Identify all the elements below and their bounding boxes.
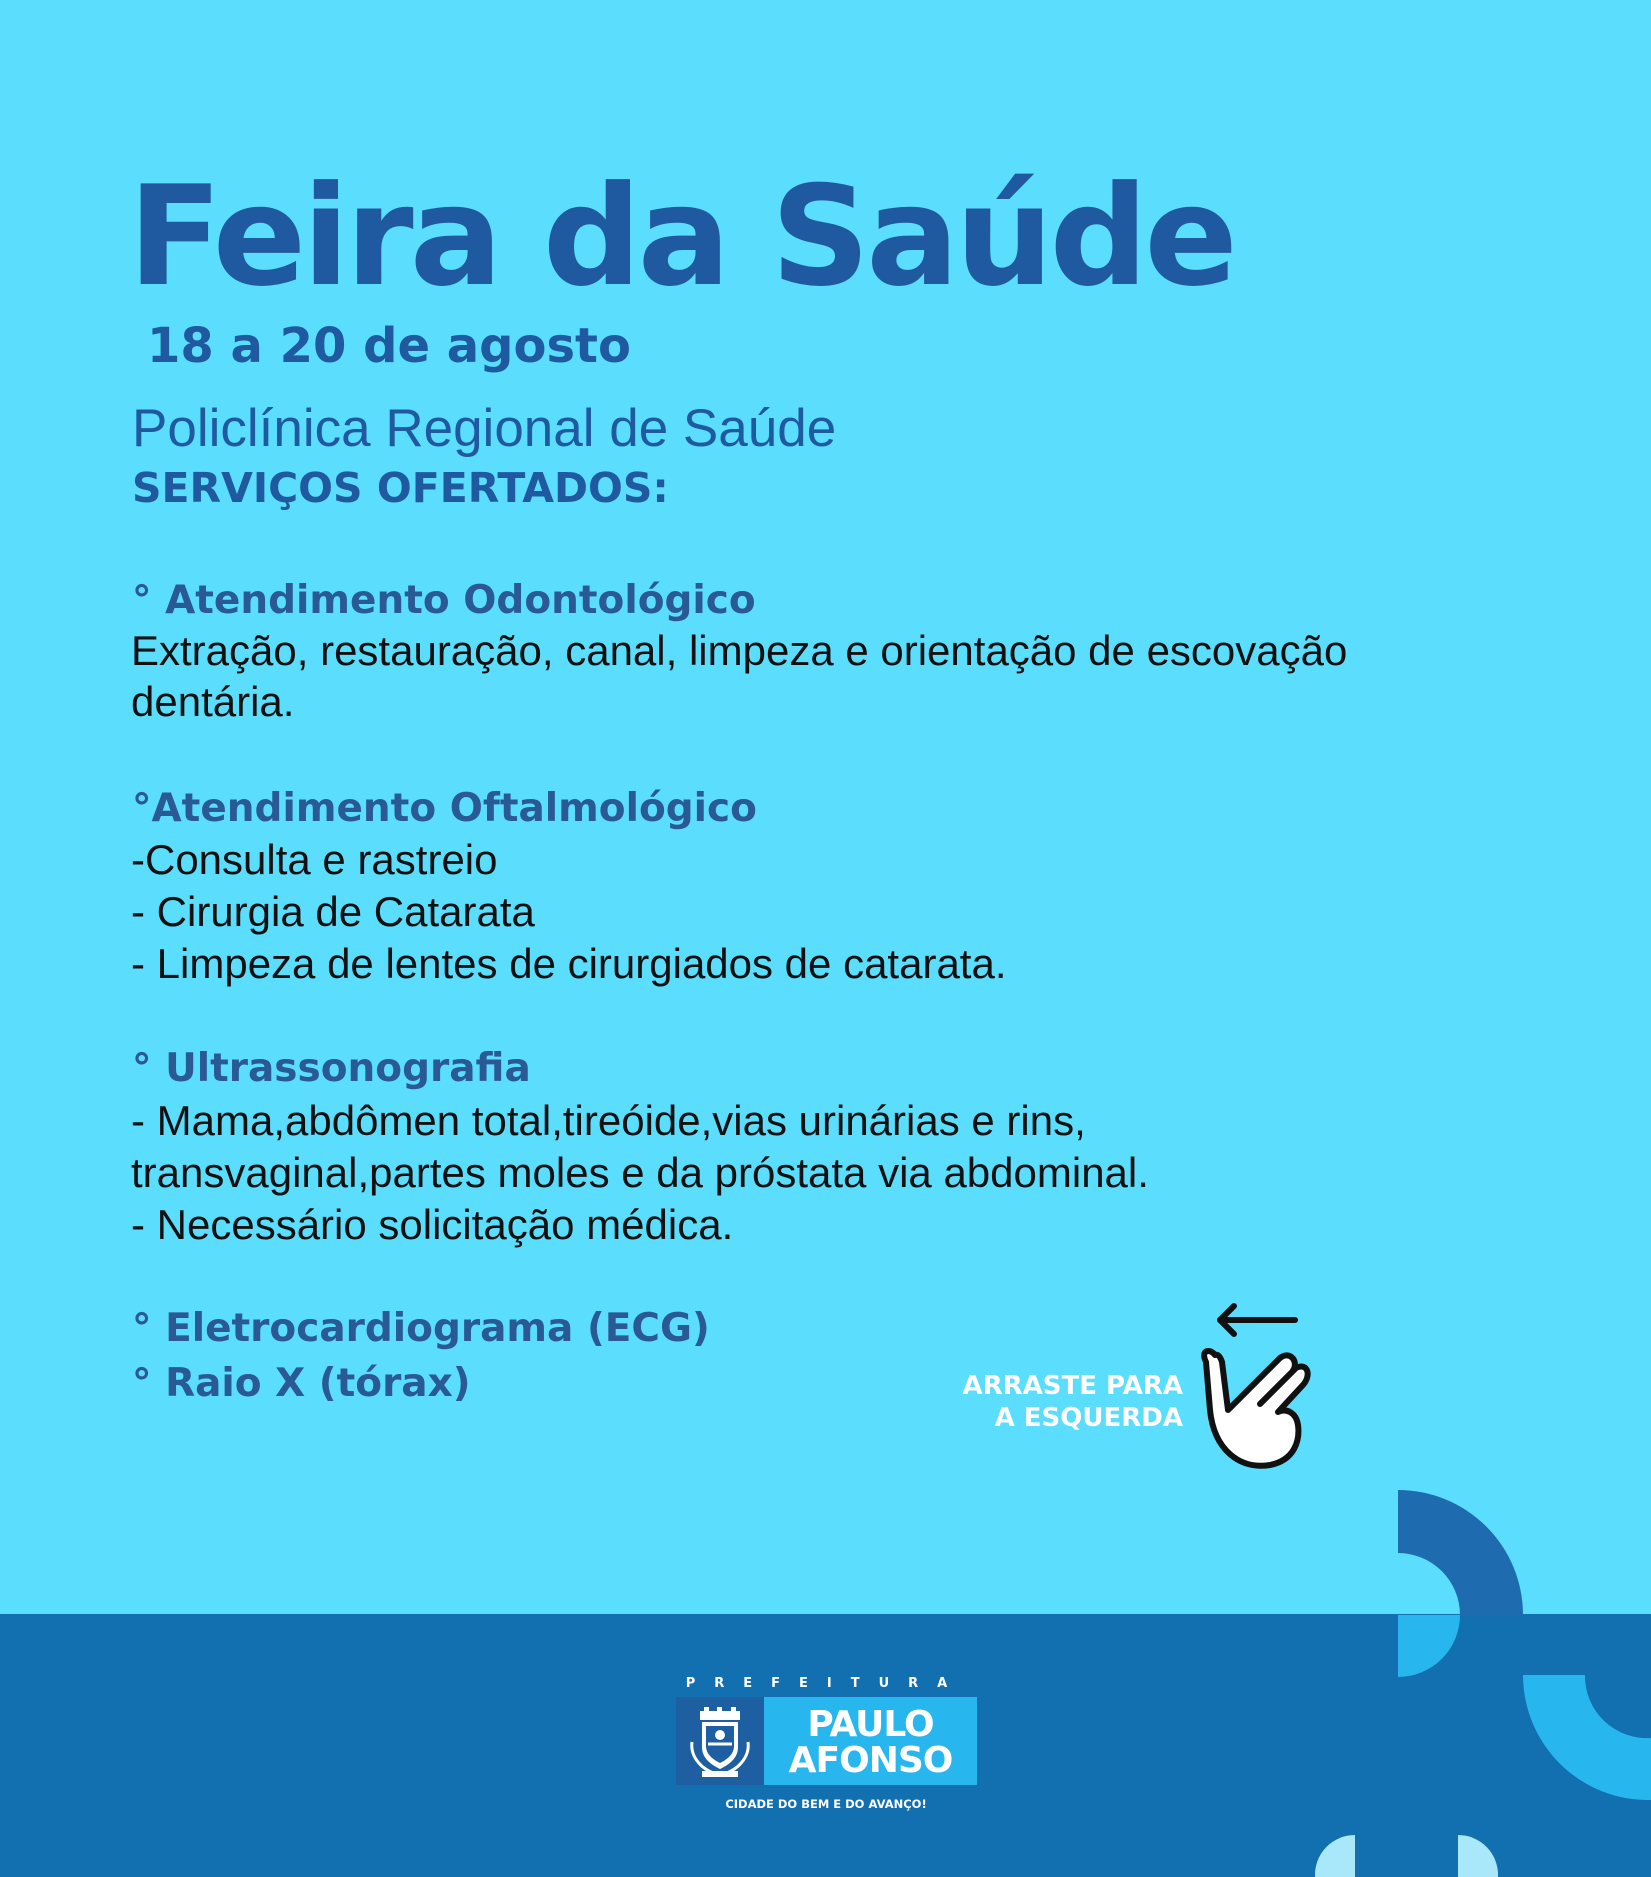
section-line: Extração, restauração, canal, limpeza e orientação de escovação — [131, 627, 1348, 674]
crest-box — [676, 1697, 764, 1785]
event-venue: Policlínica Regional de Saúde — [132, 399, 837, 458]
prefeitura-label: PREFEITURA — [685, 1676, 967, 1691]
city-name-line: PAULO — [807, 1704, 934, 1745]
section-title-ecg: ° Eletrocardiograma (ECG) — [132, 1306, 710, 1351]
section-line: -Consulta e rastreio — [131, 836, 498, 883]
city-name-line: AFONSO — [788, 1740, 953, 1781]
section-title-ultrasound: ° Ultrassonografia — [132, 1046, 531, 1091]
section-line: transvaginal,partes moles e da próstata via abdominal. — [131, 1149, 1149, 1196]
section-title-xray: ° Raio X (tórax) — [132, 1361, 471, 1406]
event-title: Feira da Saúde — [128, 156, 1234, 317]
city-tagline: CIDADE DO BEM E DO AVANÇO! — [725, 1797, 927, 1811]
section-line: - Cirurgia de Catarata — [131, 888, 535, 935]
swipe-hint-line: ARRASTE PARA — [962, 1371, 1183, 1401]
section-title-dental: ° Atendimento Odontológico — [132, 578, 756, 623]
coat-of-arms-icon — [676, 1697, 764, 1785]
swipe-hint-line: A ESQUERDA — [994, 1403, 1183, 1433]
event-dates: 18 a 20 de agosto — [147, 318, 631, 374]
section-title-ophthalmology: °Atendimento Oftalmológico — [132, 786, 757, 831]
section-line: - Mama,abdômen total,tireóide,vias urinárias e rins, — [131, 1097, 1086, 1144]
city-name-box — [764, 1697, 977, 1785]
section-line: - Necessário solicitação médica. — [131, 1201, 734, 1248]
services-heading: SERVIÇOS OFERTADOS: — [132, 464, 669, 512]
section-line: - Limpeza de lentes de cirurgiados de catarata. — [131, 940, 1007, 987]
section-line: dentária. — [131, 678, 295, 725]
